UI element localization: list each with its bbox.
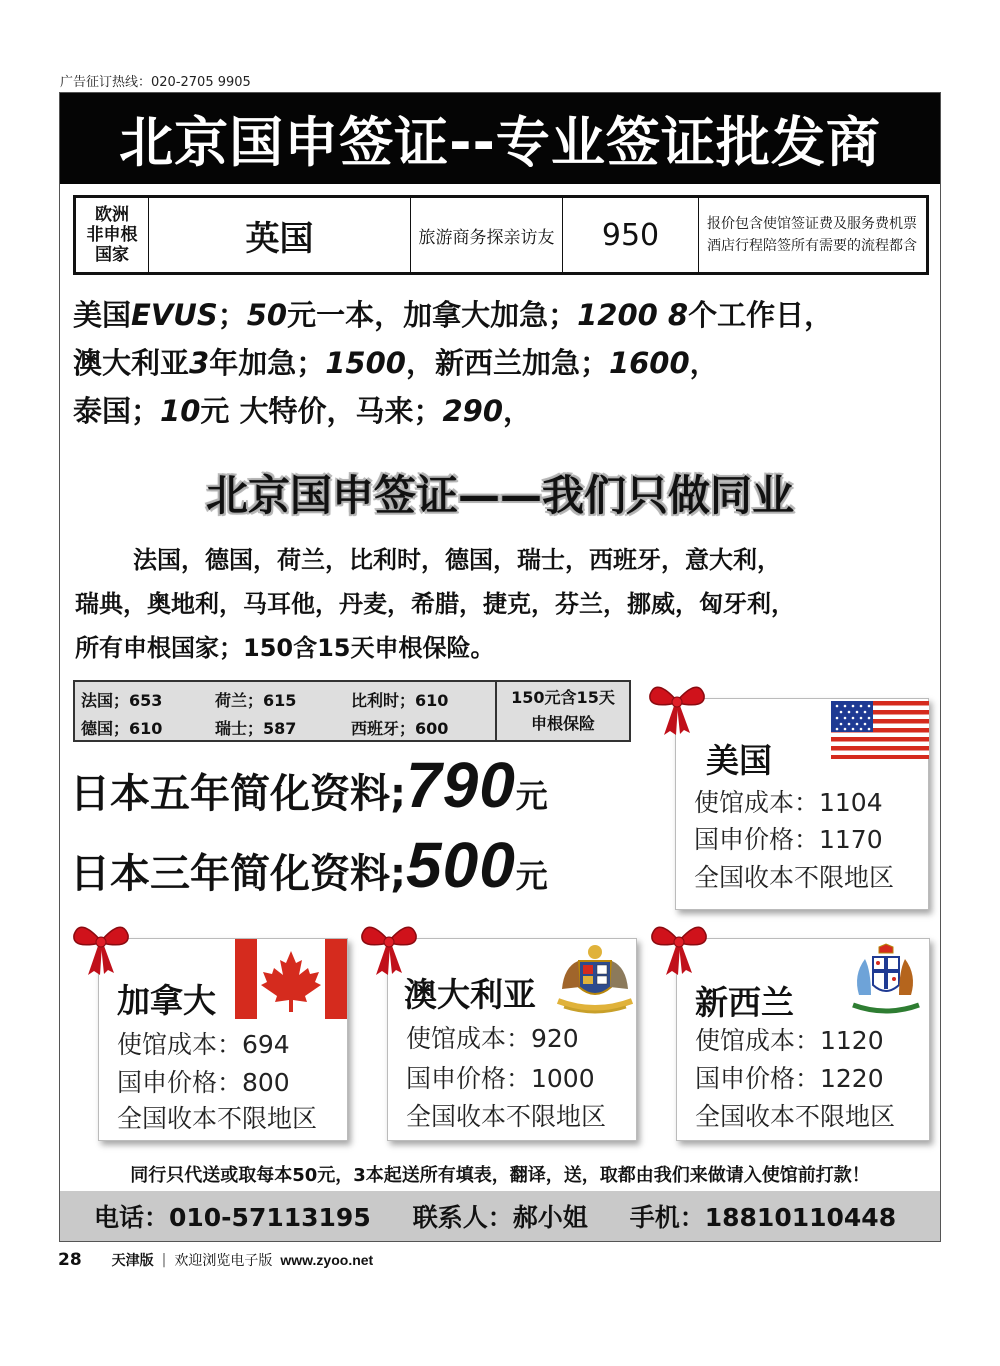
guoshen-price: 国申价格：1220	[695, 1064, 884, 1093]
slogan: 北京国申签证——我们只做同业	[205, 471, 794, 520]
guoshen-price: 国申价格：1000	[406, 1064, 595, 1093]
us-flag-icon	[831, 701, 929, 759]
japan-3-year-offer	[70, 828, 548, 902]
japan-price: 790	[406, 749, 516, 821]
guoshen-price: 国申价格：1170	[694, 825, 883, 854]
uk-country: 英国	[149, 198, 411, 272]
red-bow-icon	[358, 915, 420, 977]
promo-line: 美国EVUS；50元一本，加拿大加急；1200 8个工作日，	[73, 298, 834, 332]
footer-text: 欢迎浏览电子版	[174, 1253, 273, 1269]
japan-unit: 元	[515, 857, 548, 895]
guoshen-price: 国申价格：800	[117, 1068, 290, 1097]
price-table-note: 150元含15天 申根保险	[495, 682, 629, 740]
red-bow-icon	[648, 915, 710, 977]
japan-price: 500	[406, 829, 516, 901]
card-country-name: 美国	[706, 741, 772, 780]
embassy-cost: 使馆成本：920	[406, 1024, 579, 1053]
schengen-line: 瑞典，奥地利，马耳他，丹麦，希腊，捷克，芬兰，挪威，匈牙利，	[75, 590, 795, 618]
uk-price: 950	[563, 198, 699, 272]
embassy-cost: 使馆成本：1120	[695, 1026, 884, 1055]
schengen-price-table	[73, 680, 631, 742]
canada-flag-icon	[235, 939, 347, 1019]
australia-coat-of-arms-icon	[554, 941, 636, 1017]
price-table-values	[75, 682, 495, 740]
promo-line: 澳大利亚3年加急；1500，新西兰加急；1600，	[73, 346, 719, 380]
usa-card	[675, 698, 929, 910]
uk-visa-type: 旅游商务探亲访友	[411, 198, 563, 272]
service-area: 全国收本不限地区	[117, 1104, 318, 1133]
contact-person: 联系人：郝小姐	[412, 1203, 588, 1232]
japan-label: 日本五年简化资料;	[70, 771, 406, 817]
uk-visa-row	[73, 195, 929, 275]
contact-phone: 电话：010-57113195	[94, 1203, 371, 1232]
service-footnote: 同行只代送或取每本50元，3本起送所有填表，翻译，送，取都由我们来做请入使馆前打款！	[130, 1165, 870, 1186]
page-footer	[58, 1250, 373, 1270]
card-country-name: 新西兰	[695, 983, 794, 1022]
australia-card	[387, 938, 637, 1141]
red-bow-icon	[646, 675, 708, 737]
service-area: 全国收本不限地区	[695, 1102, 896, 1131]
service-area: 全国收本不限地区	[406, 1102, 607, 1131]
table-row: 德国；610 瑞士；587 西班牙；600	[81, 718, 449, 738]
canada-card	[98, 938, 348, 1141]
red-bow-icon	[70, 915, 132, 977]
schengen-list	[75, 538, 930, 670]
footer-url[interactable]: www.zyoo.net	[280, 1252, 374, 1268]
contact-bar	[60, 1191, 940, 1241]
promo-block	[73, 291, 933, 435]
embassy-cost: 使馆成本：1104	[694, 788, 883, 817]
uk-note	[699, 198, 926, 272]
card-country-name: 澳大利亚	[404, 975, 536, 1014]
promo-line: 泰国；10元 大特价，马来；290，	[73, 394, 533, 428]
service-area: 全国收本不限地区	[694, 863, 895, 892]
embassy-cost: 使馆成本：694	[117, 1030, 290, 1059]
schengen-line: 法国，德国，荷兰，比利时，德国，瑞士，西班牙，意大利，	[133, 546, 781, 574]
uk-note-line: 酒店行程陪签所有需要的流程都含	[707, 238, 917, 254]
category-line: 欧洲	[95, 205, 129, 225]
ad-hotline: 广告征订热线：020-2705 9905	[60, 75, 251, 90]
footer-separator: |	[161, 1252, 167, 1268]
banner-title: 北京国申签证--专业签证批发商	[60, 93, 940, 184]
new-zealand-card	[676, 938, 930, 1141]
contact-mobile: 手机：18810110448	[629, 1203, 897, 1232]
category-line: 国家	[95, 245, 129, 265]
visa-advertisement	[59, 92, 941, 1242]
category-line: 非申根	[86, 225, 138, 245]
edition-label: 天津版	[111, 1253, 154, 1269]
japan-unit: 元	[515, 777, 548, 815]
card-country-name: 加拿大	[117, 981, 216, 1020]
japan-5-year-offer	[70, 748, 548, 822]
new-zealand-coat-of-arms-icon	[845, 943, 927, 1019]
uk-category	[76, 198, 149, 272]
page-number: 28	[58, 1250, 82, 1270]
schengen-line: 所有申根国家；150含15天申根保险。	[75, 634, 495, 662]
uk-note-line: 报价包含使馆签证费及服务费机票	[707, 216, 917, 232]
table-row: 法国；653 荷兰；615 比利时；610	[81, 690, 449, 710]
japan-label: 日本三年简化资料;	[70, 851, 406, 897]
